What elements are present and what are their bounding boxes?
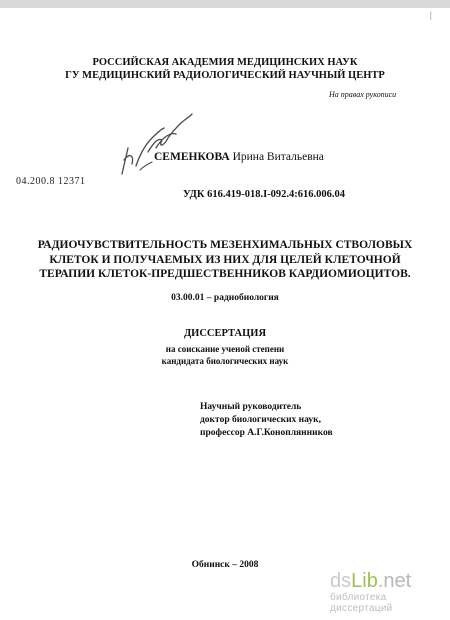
supervisor-line: Научный руководитель — [200, 402, 302, 412]
rights-note: На правах рукописи — [329, 90, 397, 99]
watermark-wordmark: dsLib.net — [330, 570, 412, 592]
supervisor-block — [200, 401, 333, 440]
specialty-code: 03.00.01 – радиобиология — [171, 293, 279, 303]
supervisor-line: профессор А.Г.Коноплянников — [200, 428, 333, 438]
watermark-subtitle: библиотека диссертаций — [330, 592, 393, 614]
author-name — [154, 151, 324, 163]
institution-line: РОССИЙСКАЯ АКАДЕМИЯ МЕДИЦИНСКИХ НАУК — [92, 57, 358, 68]
institution-line: ГУ МЕДИЦИНСКИЙ РАДИОЛОГИЧЕСКИЙ НАУЧНЫЙ ЦЕНТР — [65, 70, 385, 81]
corner-mark: | — [430, 10, 432, 20]
institution-header — [0, 56, 450, 82]
title-line: КЛЕТОК И ПОЛУЧАЕМЫХ ИЗ НИХ ДЛЯ ЦЕЛЕЙ КЛЕТОЧНОЙ — [49, 253, 401, 266]
place-and-year: Обнинск – 2008 — [191, 560, 259, 570]
page-top-edge — [0, 0, 450, 8]
degree-line: кандидата биологических наук — [161, 356, 289, 366]
watermark-logo — [330, 570, 445, 614]
title-line: ТЕРАПИИ КЛЕТОК-ПРЕДШЕСТВЕННИКОВ КАРДИОМИОЦИТОВ. — [39, 268, 411, 280]
title-line: РАДИОЧУВСТВИТЕЛЬНОСТЬ МЕЗЕНХИМАЛЬНЫХ СТВОЛОВЫХ — [37, 239, 413, 251]
udk-code: УДК 616.419-018.I-092.4:616.006.04 — [183, 189, 346, 200]
degree-line: на соискание ученой степени — [165, 344, 285, 354]
document-type: ДИССЕРТАЦИЯ — [183, 328, 267, 339]
author-surname: СЕМЕНКОВА — [154, 151, 230, 163]
supervisor-line: доктор биологических наук, — [200, 415, 322, 425]
handwritten-signature — [118, 108, 198, 180]
thesis-title — [0, 238, 450, 282]
degree-note — [0, 343, 450, 367]
archive-number: 04.200.8 12371 — [16, 176, 86, 187]
author-given-names: Ирина Витальевна — [232, 151, 324, 163]
